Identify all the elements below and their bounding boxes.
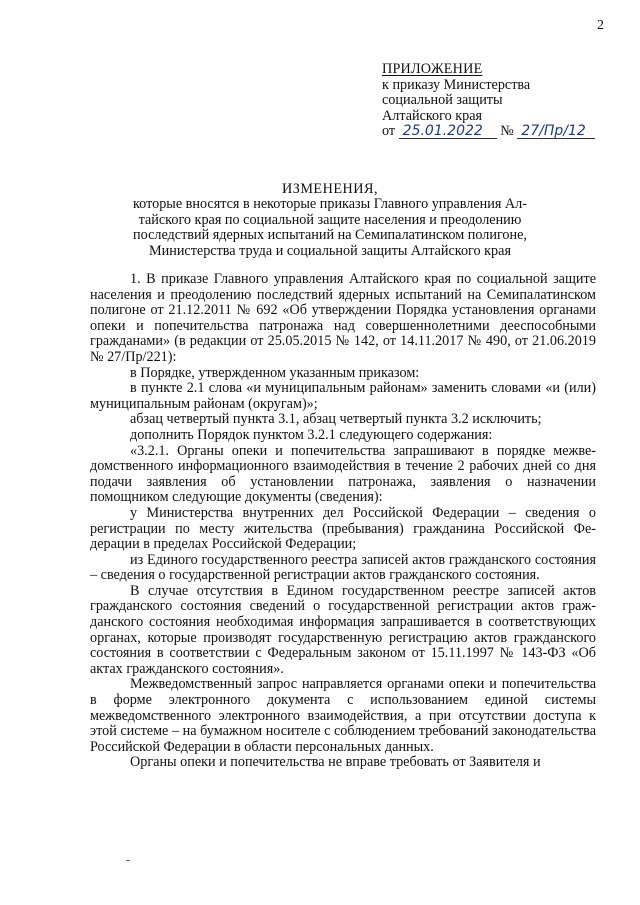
annex-number-sign: № <box>500 123 514 139</box>
paragraph: у Министерства внутренних дел Российской Федерации – сведения о регистрации по месту жительства (пребывания) гражданина Российской Федерации в пределах Российской Федерации; <box>90 504 596 553</box>
paragraph: «3.2.1. Органы опеки и попечительства запрашивают в порядке межведомственного информационного взаимодействия в течение 2 рабочих дней со дня подачи заявления об установлении патронажа, заявления о назначении помощником следующие документы (сведения): <box>90 442 596 506</box>
paragraph: Органы опеки и попечительства не вправе требовать от Заявителя и <box>130 754 541 771</box>
heading-line: Министерства труда и социальной защиты Алтайского края <box>149 242 511 259</box>
heading-line: последствий ядерных испытаний на Семипалатинском полигоне, <box>133 227 527 244</box>
paragraph: абзац четвертый пункта 3.1, абзац четвертый пункта 3.2 исключить; <box>130 411 542 428</box>
page-number: 2 <box>597 18 604 33</box>
heading-title: ИЗМЕНЕНИЯ, <box>281 181 379 197</box>
scan-mark <box>126 860 130 861</box>
annex-date: 25.01.2022 <box>399 124 497 139</box>
paragraph: из Единого государственного реестра записей актов гражданского состояния – сведения о государственной регистрации актов гражданского состояния. <box>90 551 596 584</box>
paragraph: в Порядке, утвержденном указанным приказом: <box>130 364 420 381</box>
heading-line: тайского края по социальной защите населения и преодолению <box>138 211 522 228</box>
annex-line-2: социальной защиты <box>382 92 503 108</box>
paragraph: в пункте 2.1 слова «и муниципальным районам» заменить словами «и (или) муниципальным районам (округам)»; <box>90 380 596 412</box>
document-body <box>90 266 596 771</box>
document-heading <box>80 182 580 259</box>
annex-date-line <box>382 124 622 140</box>
annex-number: 27/Пр/12 <box>517 124 595 139</box>
annex-block <box>382 62 622 140</box>
annex-line-3: Алтайского края <box>382 107 483 124</box>
heading-line: которые вносятся в некоторые приказы Главного управления Ал- <box>133 196 527 213</box>
annex-line-1: к приказу Министерства <box>382 76 531 93</box>
annex-title: ПРИЛОЖЕНИЕ <box>382 61 483 77</box>
paragraph: 1. В приказе Главного управления Алтайского края по социальной защите населения и преодолению последствий ядерных испытаний на Семипалатинском полигоне от 21.12.2011 № 692 «Об утверждении Порядка установления органами опеки и попечительства патронажа над совершеннолетними дееспособными гражданами» (в редакции от 25.05.2015 № 142, от 14.11.2017 № 490, от 21.06.2019 № 27/Пр/221): <box>90 271 596 365</box>
paragraph: В случае отсутствия в Едином государственном реестре записей актов гражданского состояния сведений о государственной регистрации актов гражданского состояния необходимая информация запрашивается в соответствующих органах, которые производят государственную регистрацию актов гражданского состояния в соответствии с Федеральным законом от 15.11.1997 № 143-ФЗ «Об актах гражданского состояния». <box>90 582 596 677</box>
paragraph: дополнить Порядок пунктом 3.2.1 следующего содержания: <box>130 426 493 443</box>
annex-from-prefix: от <box>382 123 396 139</box>
paragraph: Межведомственный запрос направляется органами опеки и попечительства в форме электронного документа с использованием единой системы межведомственного электронного взаимодействия, а при отсутствии доступа к этой системе – на бумажном носителе с соблюдением требований законодательства Российской Федерации в области персональных данных. <box>90 676 596 755</box>
